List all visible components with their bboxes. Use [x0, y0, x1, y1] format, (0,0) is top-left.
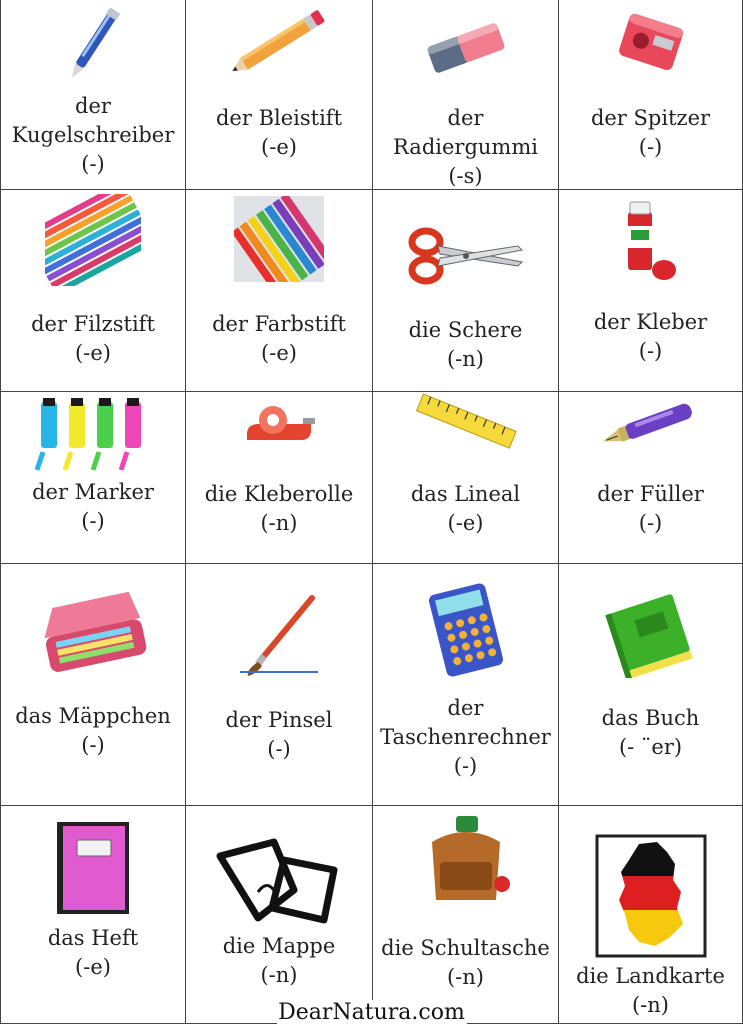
schoolbag-cell: [373, 806, 559, 1024]
folder-icon: [186, 830, 372, 926]
word-label: der Taschenrechner (-): [380, 696, 551, 778]
word-label: die Mappe (-n): [222, 934, 336, 987]
word-label: das Mäppchen (-): [15, 704, 171, 757]
word-label: der Bleistift (-e): [215, 106, 343, 159]
word-label: der Farbstift (-e): [212, 312, 346, 365]
sharpener-icon: [559, 6, 742, 78]
word-label: der Radiergummi (-s): [393, 106, 538, 188]
folder-cell: [186, 806, 373, 1024]
glue-cell: [559, 190, 743, 392]
fountain-pen-cell: [559, 392, 743, 564]
word-label: das Lineal (-e): [410, 482, 521, 535]
marker-cell: [0, 392, 186, 564]
word-label: die Schultasche (-n): [381, 936, 550, 989]
pencil-case-icon: [1, 588, 185, 674]
germany-map-icon: [559, 834, 742, 958]
word-label: der Kleber (-): [593, 310, 708, 363]
pencil-icon: [186, 4, 372, 80]
watermark-text: DearNatura.com: [278, 1000, 465, 1025]
scissors-icon: [373, 224, 558, 288]
notebook-icon: [1, 820, 185, 916]
word-label: das Buch (- ¨er): [601, 706, 700, 759]
paintbrush-icon: [186, 592, 372, 678]
glue-stick-icon: [559, 196, 742, 282]
highlighters-icon: [1, 396, 185, 476]
felt-tip-cell: [0, 190, 186, 392]
felt-tip-pens-icon: [1, 194, 185, 286]
tape-cell: [186, 392, 373, 564]
calculator-icon: [373, 580, 558, 680]
word-label: der Spitzer (-): [590, 106, 711, 159]
word-label: das Heft (-e): [47, 926, 139, 979]
word-label: die Schere (-n): [408, 318, 523, 371]
pencil-case-cell: [0, 564, 186, 806]
word-label: der Kugelschreiber (-): [11, 94, 175, 176]
schoolbag-icon: [373, 812, 558, 912]
ballpoint-pen-icon: [1, 4, 185, 86]
colored-pencil-cell: [186, 190, 373, 392]
ruler-cell: [373, 392, 559, 564]
pencil-cell: [186, 0, 373, 190]
map-cell: [559, 806, 743, 1024]
tape-dispenser-icon: [186, 400, 372, 450]
word-label: der Füller (-): [597, 482, 704, 535]
eraser-icon: [373, 14, 558, 82]
book-icon: [559, 588, 742, 678]
word-label: der Marker (-): [32, 480, 154, 533]
book-cell: [559, 564, 743, 806]
notebook-cell: [0, 806, 186, 1024]
brush-cell: [186, 564, 373, 806]
word-label: die Landkarte (-n): [576, 964, 725, 1017]
colored-pencils-icon: [186, 196, 372, 282]
word-label: die Kleberolle (-n): [204, 482, 354, 535]
scissors-cell: [373, 190, 559, 392]
sharpener-cell: [559, 0, 743, 190]
fountain-pen-icon: [559, 392, 742, 458]
calculator-cell: [373, 564, 559, 806]
ruler-icon: [373, 392, 558, 452]
word-label: der Filzstift (-e): [31, 312, 155, 365]
word-label: der Pinsel (-): [225, 708, 333, 761]
pen-cell: [0, 0, 186, 190]
eraser-cell: [373, 0, 559, 190]
